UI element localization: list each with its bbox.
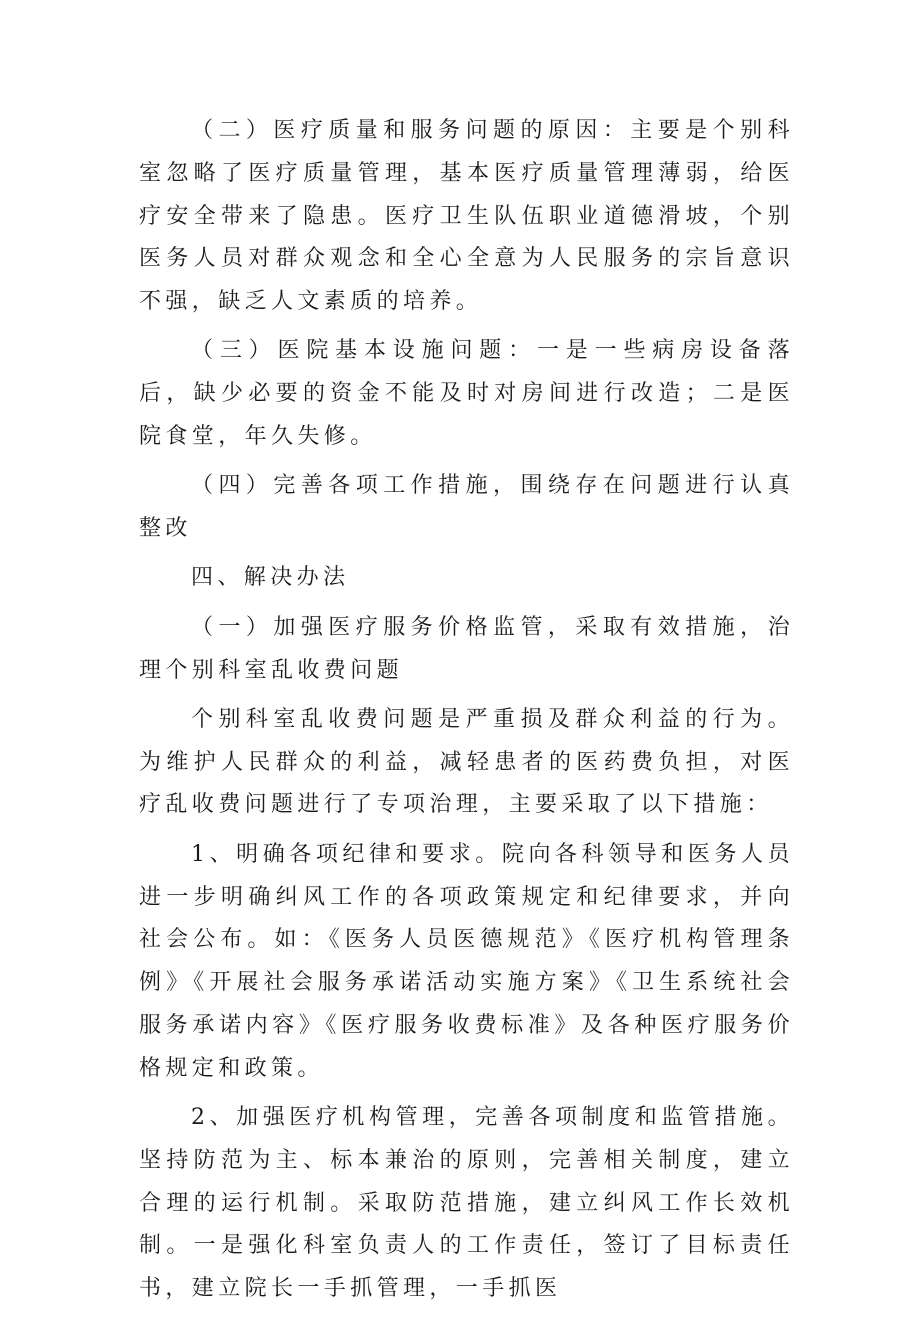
section-heading-solutions: 四、解决办法: [191, 565, 350, 591]
paragraph-facility-issues: （三）医院基本设施问题：一是一些病房设备落后，缺少必要的资金不能及时对房间进行改造；二是医院食堂，年久失修。: [139, 338, 794, 450]
paragraph-item-2-management: 2、加强医疗机构管理，完善各项制度和监管措施。坚持防范为主、标本兼治的原则，完善相关制度，建立合理的运行机制。采取防范措施，建立纠风工作长效机制。一是强化科室负责人的工作责任，签订了目标责任书，建立院长一手抓管理，一手抓医: [139, 1105, 794, 1302]
document-body: [139, 110, 794, 1318]
paragraph-fee-issues: 个别科室乱收费问题是严重损及群众利益的行为。为维护人民群众的利益，减轻患者的医药费负担，对医疗乱收费问题进行了专项治理，主要采取了以下措施：: [139, 706, 794, 818]
paragraph-item-1-discipline: 1、明确各项纪律和要求。院向各科领导和医务人员进一步明确纠风工作的各项政策规定和纪律要求，并向社会公布。如：《医务人员医德规范》《医疗机构管理条例》《开展社会服务承诺活动实施方案》《卫生系统社会服务承诺内容》《医疗服务收费标准》及各种医疗服务价格规定和政策。: [139, 841, 794, 1081]
paragraph-medical-quality-causes: （二）医疗质量和服务问题的原因：主要是个别科室忽略了医疗质量管理，基本医疗质量管理薄弱，给医疗安全带来了隐患。医疗卫生队伍职业道德滑坡，个别医务人员对群众观念和全心全意为人民服务的宗旨意识不强，缺乏人文素质的培养。: [139, 118, 794, 315]
paragraph-price-supervision: （一）加强医疗服务价格监管，采取有效措施，治理个别科室乱收费问题: [139, 614, 794, 683]
paragraph-improve-measures: （四）完善各项工作措施，围绕存在问题进行认真整改: [139, 473, 794, 542]
